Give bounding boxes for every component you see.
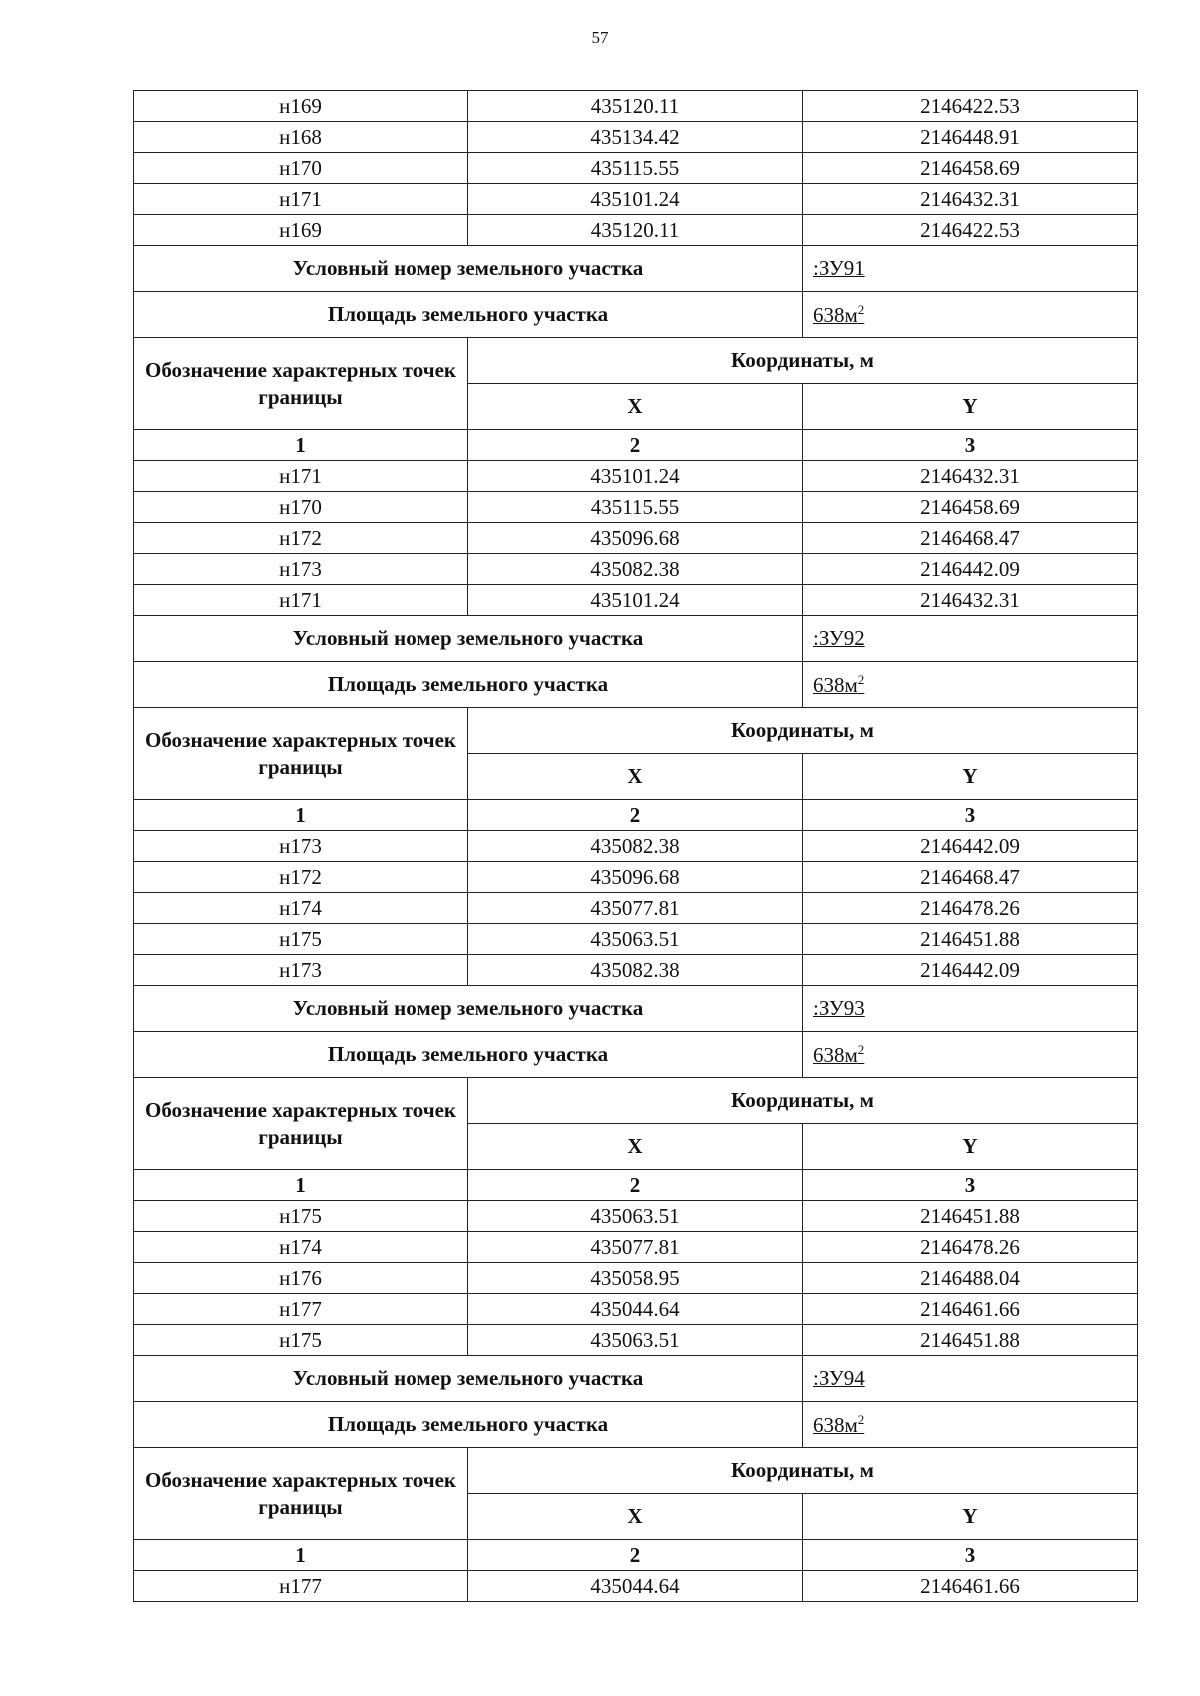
y-coordinate-cell: 2146468.47: [803, 523, 1138, 554]
parcel-area-text: 638м: [813, 1413, 858, 1437]
x-coordinate-cell: 435096.68: [468, 523, 803, 554]
y-coordinate-cell: 2146468.47: [803, 862, 1138, 893]
point-name-cell: н175: [134, 1325, 468, 1356]
coordinate-row: [134, 893, 1138, 924]
coordinate-row: [134, 924, 1138, 955]
x-coordinate-cell: 435063.51: [468, 924, 803, 955]
parcel-area-label: Площадь земельного участка: [134, 1032, 803, 1078]
coordinate-row: [134, 955, 1138, 986]
parcel-area-row: [134, 1032, 1138, 1078]
table-header-row: [134, 1078, 1138, 1124]
coordinate-row: [134, 862, 1138, 893]
x-coordinate-cell: 435082.38: [468, 554, 803, 585]
point-name-cell: н177: [134, 1294, 468, 1325]
column-number-2: 2: [468, 1540, 803, 1571]
x-header: X: [468, 1494, 803, 1540]
x-header: X: [468, 1124, 803, 1170]
y-header: Y: [803, 754, 1138, 800]
point-name-cell: н175: [134, 924, 468, 955]
parcel-area-row: [134, 662, 1138, 708]
y-coordinate-cell: 2146442.09: [803, 955, 1138, 986]
area-unit-superscript: 2: [857, 672, 865, 687]
coordinate-row: [134, 585, 1138, 616]
area-unit-superscript: 2: [857, 1042, 865, 1057]
point-name-cell: н174: [134, 1232, 468, 1263]
coordinate-row: [134, 91, 1138, 122]
x-coordinate-cell: 435134.42: [468, 122, 803, 153]
page-number: 57: [591, 28, 609, 47]
parcel-area-label: Площадь земельного участка: [134, 1402, 803, 1448]
table-header-row: [134, 338, 1138, 384]
point-name-cell: н170: [134, 492, 468, 523]
column-number-2: 2: [468, 800, 803, 831]
area-unit-superscript: 2: [857, 1412, 865, 1427]
point-name-cell: н169: [134, 215, 468, 246]
x-header: X: [468, 384, 803, 430]
point-name-cell: н173: [134, 831, 468, 862]
parcel-area-text: 638м: [813, 673, 858, 697]
column-number-3: 3: [803, 430, 1138, 461]
point-name-cell: н176: [134, 1263, 468, 1294]
coordinate-row: [134, 461, 1138, 492]
parcel-area-text: 638м: [813, 1043, 858, 1067]
column-number-2: 2: [468, 1170, 803, 1201]
table-header-row: [134, 708, 1138, 754]
parcel-area-value: [803, 292, 1138, 338]
column-number-2: 2: [468, 430, 803, 461]
column-number-3: 3: [803, 1170, 1138, 1201]
x-coordinate-cell: 435082.38: [468, 831, 803, 862]
y-coordinate-cell: 2146432.31: [803, 184, 1138, 215]
coordinate-row: [134, 554, 1138, 585]
coordinate-row: [134, 523, 1138, 554]
parcel-area-value: [803, 1032, 1138, 1078]
y-coordinate-cell: 2146432.31: [803, 461, 1138, 492]
point-designation-header: Обозначение характерных точек границы: [134, 1078, 468, 1170]
y-coordinate-cell: 2146422.53: [803, 215, 1138, 246]
parcel-number-label: Условный номер земельного участка: [134, 246, 803, 292]
x-coordinate-cell: 435063.51: [468, 1325, 803, 1356]
y-coordinate-cell: 2146451.88: [803, 924, 1138, 955]
coordinate-row: [134, 122, 1138, 153]
x-header: X: [468, 754, 803, 800]
point-name-cell: н173: [134, 955, 468, 986]
y-coordinate-cell: 2146478.26: [803, 1232, 1138, 1263]
x-coordinate-cell: 435077.81: [468, 1232, 803, 1263]
column-number-row: [134, 1170, 1138, 1201]
coordinate-row: [134, 153, 1138, 184]
x-coordinate-cell: 435044.64: [468, 1571, 803, 1602]
coordinates-table: [133, 90, 1138, 1602]
point-designation-header: Обозначение характерных точек границы: [134, 708, 468, 800]
parcel-number-value: :ЗУ91: [803, 246, 1138, 292]
coordinate-row: [134, 215, 1138, 246]
parcel-area-label: Площадь земельного участка: [134, 662, 803, 708]
coordinate-row: [134, 184, 1138, 215]
point-name-cell: н169: [134, 91, 468, 122]
y-coordinate-cell: 2146451.88: [803, 1201, 1138, 1232]
column-number-3: 3: [803, 1540, 1138, 1571]
x-coordinate-cell: 435115.55: [468, 153, 803, 184]
parcel-area-label: Площадь земельного участка: [134, 292, 803, 338]
coordinate-row: [134, 492, 1138, 523]
column-number-1: 1: [134, 1540, 468, 1571]
parcel-number-label: Условный номер земельного участка: [134, 1356, 803, 1402]
y-coordinate-cell: 2146442.09: [803, 554, 1138, 585]
parcel-number-value: :ЗУ94: [803, 1356, 1138, 1402]
table-header-row: [134, 1448, 1138, 1494]
point-designation-header: Обозначение характерных точек границы: [134, 338, 468, 430]
point-name-cell: н168: [134, 122, 468, 153]
point-name-cell: н171: [134, 585, 468, 616]
point-name-cell: н175: [134, 1201, 468, 1232]
column-number-row: [134, 430, 1138, 461]
column-number-1: 1: [134, 800, 468, 831]
parcel-area-text: 638м: [813, 303, 858, 327]
y-coordinate-cell: 2146448.91: [803, 122, 1138, 153]
coordinates-header: Координаты, м: [468, 338, 1138, 384]
x-coordinate-cell: 435101.24: [468, 585, 803, 616]
parcel-number-row: [134, 246, 1138, 292]
coordinates-header: Координаты, м: [468, 708, 1138, 754]
coordinate-row: [134, 1232, 1138, 1263]
y-coordinate-cell: 2146422.53: [803, 91, 1138, 122]
point-name-cell: н174: [134, 893, 468, 924]
coordinate-row: [134, 1571, 1138, 1602]
y-coordinate-cell: 2146461.66: [803, 1294, 1138, 1325]
x-coordinate-cell: 435096.68: [468, 862, 803, 893]
x-coordinate-cell: 435063.51: [468, 1201, 803, 1232]
coordinate-row: [134, 1201, 1138, 1232]
y-coordinate-cell: 2146458.69: [803, 492, 1138, 523]
parcel-area-row: [134, 292, 1138, 338]
y-header: Y: [803, 1124, 1138, 1170]
parcel-area-value: [803, 662, 1138, 708]
point-name-cell: н177: [134, 1571, 468, 1602]
y-coordinate-cell: 2146461.66: [803, 1571, 1138, 1602]
y-header: Y: [803, 384, 1138, 430]
y-coordinate-cell: 2146488.04: [803, 1263, 1138, 1294]
point-name-cell: н173: [134, 554, 468, 585]
coordinate-row: [134, 1325, 1138, 1356]
point-designation-header: Обозначение характерных точек границы: [134, 1448, 468, 1540]
x-coordinate-cell: 435044.64: [468, 1294, 803, 1325]
column-number-row: [134, 800, 1138, 831]
x-coordinate-cell: 435077.81: [468, 893, 803, 924]
point-name-cell: н171: [134, 184, 468, 215]
point-name-cell: н172: [134, 862, 468, 893]
area-unit-superscript: 2: [857, 302, 865, 317]
parcel-area-row: [134, 1402, 1138, 1448]
parcel-number-row: [134, 986, 1138, 1032]
x-coordinate-cell: 435101.24: [468, 184, 803, 215]
parcel-number-value: :ЗУ92: [803, 616, 1138, 662]
point-name-cell: н172: [134, 523, 468, 554]
y-coordinate-cell: 2146478.26: [803, 893, 1138, 924]
y-coordinate-cell: 2146451.88: [803, 1325, 1138, 1356]
x-coordinate-cell: 435115.55: [468, 492, 803, 523]
x-coordinate-cell: 435058.95: [468, 1263, 803, 1294]
point-name-cell: н171: [134, 461, 468, 492]
x-coordinate-cell: 435082.38: [468, 955, 803, 986]
parcel-number-row: [134, 616, 1138, 662]
coordinate-row: [134, 831, 1138, 862]
column-number-row: [134, 1540, 1138, 1571]
y-coordinate-cell: 2146458.69: [803, 153, 1138, 184]
coordinate-row: [134, 1263, 1138, 1294]
x-coordinate-cell: 435120.11: [468, 91, 803, 122]
parcel-number-value: :ЗУ93: [803, 986, 1138, 1032]
parcel-number-row: [134, 1356, 1138, 1402]
parcel-number-label: Условный номер земельного участка: [134, 616, 803, 662]
y-coordinate-cell: 2146442.09: [803, 831, 1138, 862]
column-number-3: 3: [803, 800, 1138, 831]
coordinates-header: Координаты, м: [468, 1448, 1138, 1494]
x-coordinate-cell: 435120.11: [468, 215, 803, 246]
coordinates-header: Координаты, м: [468, 1078, 1138, 1124]
y-header: Y: [803, 1494, 1138, 1540]
y-coordinate-cell: 2146432.31: [803, 585, 1138, 616]
column-number-1: 1: [134, 1170, 468, 1201]
x-coordinate-cell: 435101.24: [468, 461, 803, 492]
point-name-cell: н170: [134, 153, 468, 184]
coordinate-row: [134, 1294, 1138, 1325]
parcel-area-value: [803, 1402, 1138, 1448]
parcel-number-label: Условный номер земельного участка: [134, 986, 803, 1032]
column-number-1: 1: [134, 430, 468, 461]
